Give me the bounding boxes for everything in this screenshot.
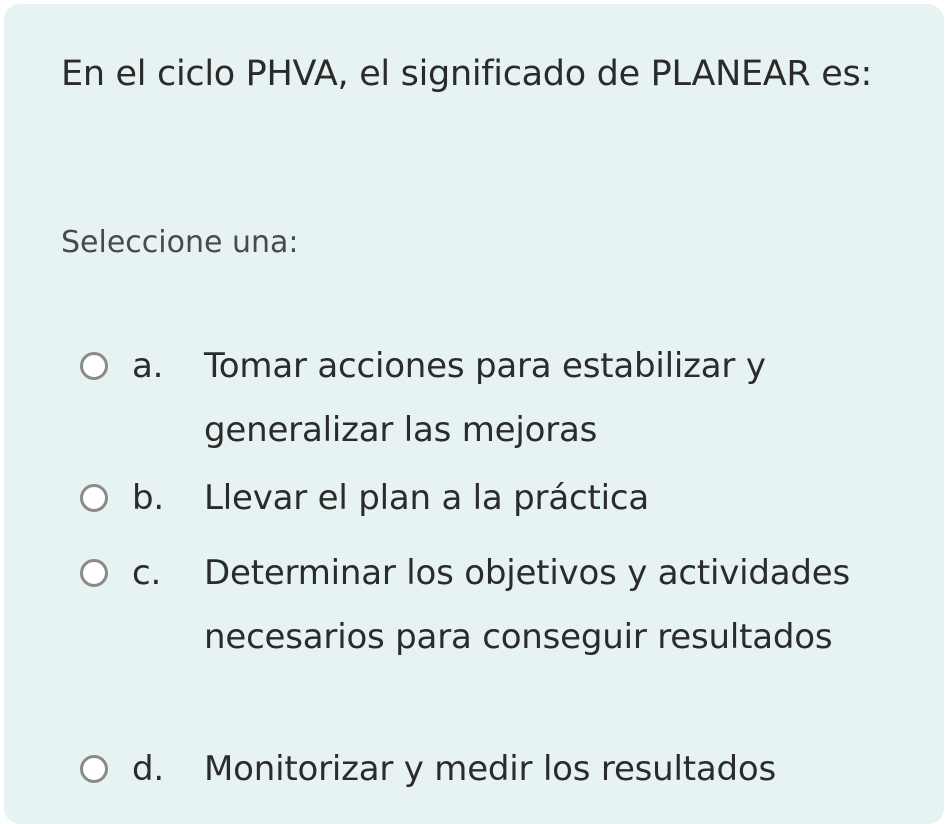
option-d-label: Monitorizar y medir los resultados [204, 749, 777, 789]
option-b-radio[interactable] [80, 484, 108, 512]
option-c[interactable] [4, 541, 944, 733]
select-prompt: Seleccione una: [61, 225, 299, 260]
option-c-letter: c. [132, 553, 162, 593]
option-c-label: Determinar los objetivos y actividades necesarios para conseguir resultados [204, 553, 851, 657]
option-a-radio[interactable] [80, 352, 108, 380]
option-b[interactable] [4, 466, 944, 530]
option-c-radio[interactable] [80, 559, 108, 587]
option-b-label: Llevar el plan a la práctica [204, 478, 649, 518]
option-b-letter: b. [132, 478, 164, 518]
question-card [4, 4, 944, 824]
option-d-radio[interactable] [80, 755, 108, 783]
question-text: En el ciclo PHVA, el significado de PLANEAR es: [61, 54, 872, 94]
option-a-letter: a. [132, 346, 164, 386]
option-a[interactable] [4, 334, 944, 464]
option-a-label: Tomar acciones para estabilizar y generalizar las mejoras [204, 346, 766, 450]
option-d-letter: d. [132, 749, 164, 789]
option-d[interactable] [4, 737, 944, 801]
